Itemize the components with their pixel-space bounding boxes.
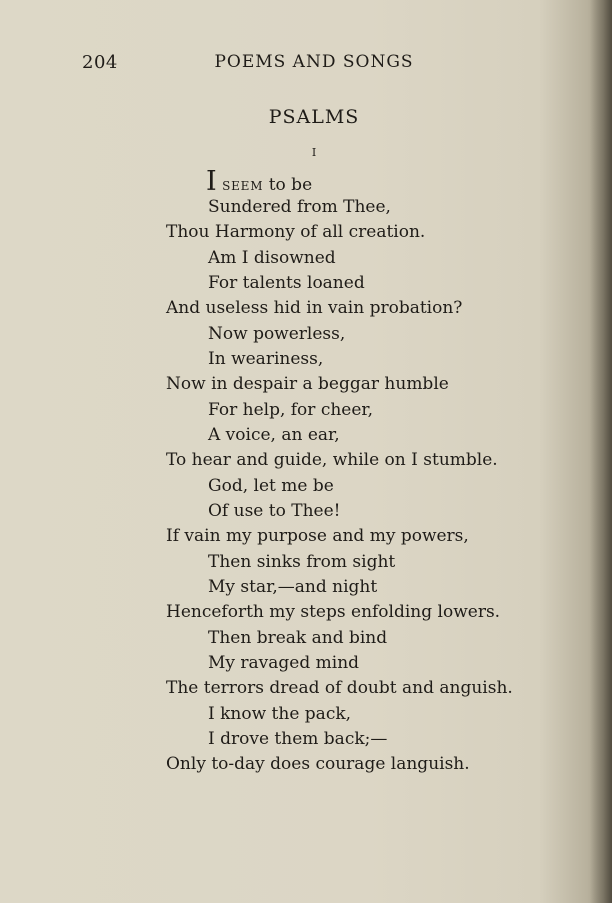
poem-line: For talents loaned xyxy=(208,273,365,293)
poem-line: Of use to Thee! xyxy=(208,501,341,521)
poem-line: Sundered from Thee, xyxy=(208,197,391,217)
page-number: 204 xyxy=(82,52,118,73)
poem-line: If vain my purpose and my powers, xyxy=(166,526,469,546)
running-title: POEMS AND SONGS xyxy=(214,52,414,72)
poem-line: Only to-day does courage languish. xyxy=(166,754,470,774)
poem-line: I know the pack, xyxy=(208,704,352,724)
section-title: PSALMS xyxy=(268,106,360,128)
poem-line: And useless hid in vain probation? xyxy=(166,298,463,318)
poem-line: For help, for cheer, xyxy=(208,400,374,420)
poem-line: Thou Harmony of all creation. xyxy=(166,222,426,242)
poem-line: Then sinks from sight xyxy=(208,552,396,572)
poem-line: My star,—and night xyxy=(208,577,378,597)
poem-line: Now in despair a beggar humble xyxy=(166,374,449,394)
poem-line: The terrors dread of doubt and anguish. xyxy=(166,678,513,698)
poem-line: Am I disowned xyxy=(208,248,336,268)
poem-line: God, let me be xyxy=(208,476,334,496)
poem-line: In weariness, xyxy=(208,349,324,369)
poem-line: Then break and bind xyxy=(208,628,388,648)
first-line-rest: to be xyxy=(263,175,313,195)
section-numeral: I xyxy=(311,146,317,159)
poem-line: Henceforth my steps enfolding lowers. xyxy=(166,602,501,622)
poem-line: I drove them back;— xyxy=(208,729,388,749)
small-caps-word: SEEM xyxy=(222,179,264,193)
poem-line: A voice, an ear, xyxy=(208,425,340,445)
page-edge-shadow xyxy=(590,0,612,903)
poem-line: To hear and guide, while on I stumble. xyxy=(166,450,498,470)
drop-cap: I xyxy=(206,166,217,197)
poem-line-first xyxy=(206,166,313,197)
poem-line: My ravaged mind xyxy=(208,653,360,673)
poem-line: Now powerless, xyxy=(208,324,346,344)
